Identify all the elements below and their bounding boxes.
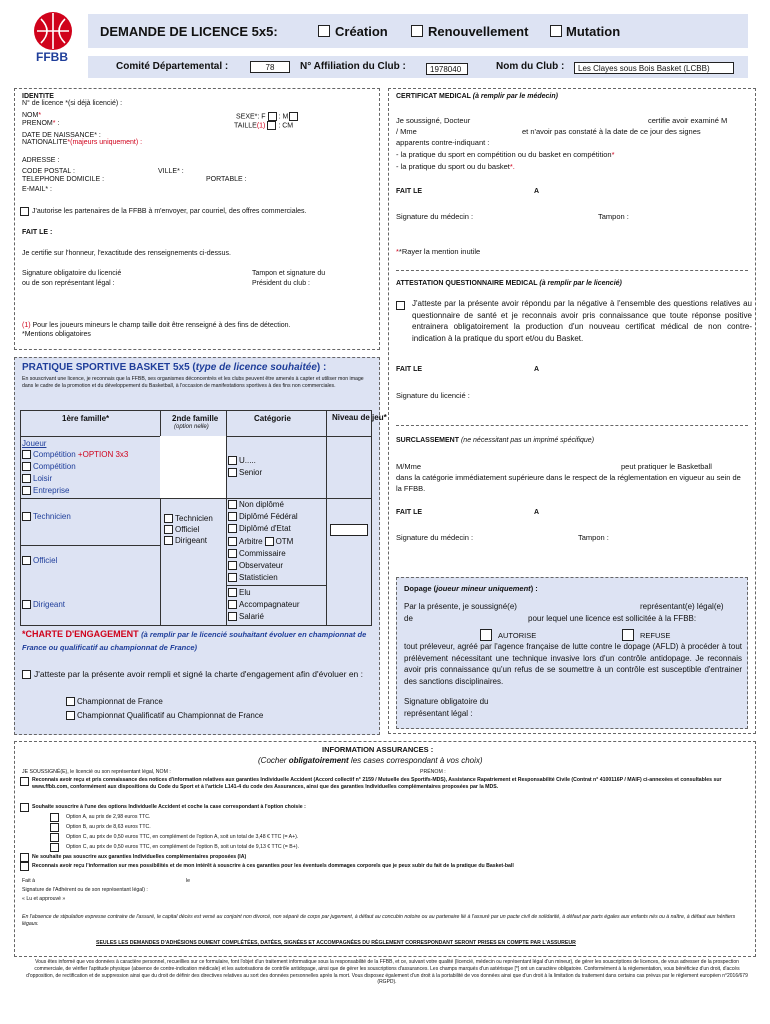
cat-sal-row bbox=[228, 612, 264, 622]
attest-checkbox[interactable] bbox=[396, 301, 405, 310]
option-a-checkbox[interactable] bbox=[50, 813, 59, 822]
entreprise-text: Entreprise bbox=[33, 486, 70, 495]
dirigeant-text: Dirigeant bbox=[33, 600, 66, 609]
taille-ref: (1) bbox=[256, 122, 266, 130]
note-taille-ref: (1) bbox=[22, 322, 31, 329]
assurance-title: INFORMATION ASSURANCES : bbox=[322, 745, 434, 754]
rayer-mention: **Rayer la mention inutile bbox=[396, 247, 481, 256]
fam2-officiel-text: Officiel bbox=[175, 525, 200, 534]
assurance-le: le bbox=[186, 878, 191, 884]
competition-text: Compétition bbox=[33, 462, 76, 471]
surclass-line1: M/Mme bbox=[396, 462, 421, 471]
dopage-title-end: ) : bbox=[530, 584, 538, 593]
comite-label: Comité Départemental : bbox=[116, 61, 229, 72]
technicien-row bbox=[22, 512, 71, 522]
charte-opt1-checkbox[interactable] bbox=[66, 697, 75, 706]
certif-a: A bbox=[534, 188, 540, 195]
signature-licencie-2: ou de son représentant légal : bbox=[22, 280, 115, 287]
certif-fait-le: FAIT LE bbox=[396, 188, 423, 195]
nom-text: NOM bbox=[22, 112, 39, 119]
cat-arbitre-checkbox[interactable] bbox=[228, 537, 237, 546]
certif-line5-text: - la pratique du sport ou du basket bbox=[396, 162, 510, 171]
certif-line4 bbox=[396, 150, 614, 159]
certif-line4-star: * bbox=[611, 150, 615, 159]
certif-line1b: certifie avoir examiné M bbox=[648, 116, 728, 125]
dopage-line1b: représentant(e) légal(e) bbox=[640, 602, 724, 611]
charte-checkbox[interactable] bbox=[22, 670, 31, 679]
niveau-field[interactable] bbox=[330, 524, 368, 536]
attest-title-text: ATTESTATION QUESTIONNAIRE MEDICAL bbox=[396, 280, 538, 287]
cat-obs-text: Observateur bbox=[239, 561, 284, 570]
adresse-label: ADRESSE : bbox=[22, 157, 60, 164]
col-famille1: 1ère famille* bbox=[62, 414, 110, 423]
dopage-line2b: pour lequel une licence est sollicitée à la FFBB: bbox=[528, 614, 697, 623]
certif-line5-star: *. bbox=[509, 162, 515, 171]
licence-label: N° de licence *(si déjà licencié) : bbox=[22, 100, 123, 107]
assurance-fait: Fait à bbox=[22, 878, 35, 884]
assurance-r2-checkbox[interactable] bbox=[20, 803, 29, 812]
pratique-title-em: type de licence souhaitée bbox=[195, 362, 317, 373]
certif-line2b: et n'avoir pas constaté à la date de ce jour des signes bbox=[522, 127, 701, 136]
loisir-checkbox[interactable] bbox=[22, 474, 31, 483]
cat-senior-text: Senior bbox=[239, 468, 263, 477]
charte-title bbox=[22, 628, 372, 653]
assurance-r2: Souhaite souscrire à l'une des options Individuelle Accident et coche la case correspondant à l'option choisie : bbox=[32, 804, 306, 810]
nationalite-text: NATIONALITE bbox=[22, 139, 68, 146]
signature-licencie-1: Signature obligatoire du licencié bbox=[22, 270, 122, 277]
fam2-officiel-row bbox=[164, 525, 199, 535]
charte-text: J'atteste par la présente avoir rempli et signé la charte d'engagement afin d'évoluer en : bbox=[34, 669, 364, 679]
certif-title-text: CERTIFICAT MEDICAL bbox=[396, 93, 471, 100]
pratique-table-empty-cell bbox=[160, 436, 226, 498]
affiliation-label: N° Affiliation du Club : bbox=[300, 61, 406, 72]
sexe-m-text: : M bbox=[278, 113, 289, 121]
cat-u-checkbox[interactable] bbox=[228, 456, 237, 465]
dopage-line1: Par la présente, je soussigné(e) bbox=[404, 602, 517, 611]
option-c2: Option C, au prix de 0,50 euros TTC, en complément de l'option B, soit un total de 9,13 € TTC (= B+). bbox=[66, 844, 299, 850]
cat-otm-checkbox[interactable] bbox=[265, 537, 274, 546]
taille-field[interactable] bbox=[267, 121, 276, 130]
cat-de-row bbox=[228, 524, 291, 534]
cat-otm-text: OTM bbox=[275, 537, 294, 546]
taille-text: TAILLE bbox=[234, 122, 257, 130]
charte-opt2-text: Championnat Qualificatif au Championnat de France bbox=[77, 711, 264, 720]
attest-title-em: (à remplir par le licencié) bbox=[539, 280, 622, 287]
option-b-checkbox[interactable] bbox=[50, 823, 59, 832]
option-a: Option A, au prix de 2,98 euros TTC. bbox=[66, 814, 151, 820]
nom-label: NOM* bbox=[22, 112, 42, 119]
cat-nd-checkbox[interactable] bbox=[228, 500, 237, 509]
certif-signature: Signature du médecin : bbox=[396, 212, 474, 221]
option-c2-checkbox[interactable] bbox=[50, 843, 59, 852]
assurance-r4-checkbox[interactable] bbox=[20, 862, 29, 871]
option-c1-checkbox[interactable] bbox=[50, 833, 59, 842]
option-3x3-text: +OPTION 3x3 bbox=[77, 450, 129, 459]
cat-u-row bbox=[228, 456, 256, 466]
basketball-icon bbox=[34, 12, 72, 50]
pratique-table-divider-3 bbox=[326, 410, 327, 626]
option-c1: Option C, au prix de 0,50 euros TTC, en complément de l'option A, soit un total de 3,48 € TTC (= A+). bbox=[66, 834, 299, 840]
pratique-title-end: ) : bbox=[316, 362, 327, 373]
cat-acc-row bbox=[228, 600, 299, 610]
surclass-signature: Signature du médecin : bbox=[396, 533, 474, 542]
option-b: Option B, au prix de 8,63 euros TTC. bbox=[66, 824, 151, 830]
club-field[interactable]: Les Clayes sous Bois Basket (LCBB) bbox=[574, 62, 734, 74]
fam2-technicien-row bbox=[164, 514, 213, 524]
pratique-intro: En souscrivant une licence, je reconnais que la FFBB, ses organismes déconcentrés et les clubs peuvent être amenés à capter et utiliser mon image dans le cadre de la promotion et du développement du Basketball, à l'occasion de manifestations sportives à des fins non commerciales. bbox=[22, 376, 364, 389]
taille-unit: : CM bbox=[278, 122, 294, 130]
note-taille-text: Pour les joueurs mineurs le champ taille doit être renseigné à des fins de détection. bbox=[32, 322, 291, 329]
fam2-dirigeant-text: Dirigeant bbox=[175, 536, 208, 545]
creation-checkbox[interactable] bbox=[318, 25, 330, 37]
joueur-label: Joueur bbox=[22, 439, 47, 448]
cat-sal-text: Salarié bbox=[239, 612, 264, 621]
dopage-signature-1: Signature obligatoire du bbox=[404, 697, 489, 706]
assurance-prenom: PRÉNOM : bbox=[420, 769, 446, 775]
assurance-soussigne: JE SOUSSIGNÉ(E), le licencié ou son représentant légal, NOM : bbox=[22, 769, 171, 775]
competition-3x3-text: Compétition bbox=[33, 450, 76, 459]
cat-comm-text: Commissaire bbox=[239, 549, 286, 558]
cat-arbitre-row bbox=[228, 537, 293, 547]
assurance-subtitle bbox=[258, 756, 483, 766]
certif-title bbox=[396, 93, 558, 102]
officiel-row bbox=[22, 556, 57, 566]
charte-title-text: *CHARTE D'ENGAGEMENT bbox=[22, 629, 139, 639]
attest-fait-le: FAIT LE bbox=[396, 366, 423, 373]
partenaires-label: J'autorise les partenaires de la FFBB à m'envoyer, par courriel, des offres commerciales. bbox=[32, 208, 307, 215]
competition-row bbox=[22, 462, 76, 472]
cat-senior-checkbox[interactable] bbox=[228, 468, 237, 477]
assurance-r3: Ne souhaite pas souscrire aux garanties Individuelles complémentaires proposées (IA) bbox=[32, 854, 247, 860]
fam2-technicien-checkbox[interactable] bbox=[164, 514, 173, 523]
cat-acc-text: Accompagnateur bbox=[239, 600, 300, 609]
renouvellement-checkbox[interactable] bbox=[411, 25, 423, 37]
prenom-text: PRENOM bbox=[22, 120, 53, 127]
col-niveau: Niveau de jeu* bbox=[332, 413, 387, 422]
club-label: Nom du Club : bbox=[496, 61, 565, 72]
certifie-text: Je certifie sur l'honneur, l'exactitude des renseignements ci-dessus. bbox=[22, 250, 231, 257]
charte-opt2-row bbox=[66, 711, 263, 721]
attest-title bbox=[396, 280, 622, 289]
surclass-fait-le: FAIT LE bbox=[396, 509, 423, 516]
dopage-signature-2: représentant légal : bbox=[404, 709, 473, 718]
nationalite-note: *(majeurs uniquement) : bbox=[67, 139, 143, 146]
affiliation-field[interactable]: 1978040 bbox=[426, 63, 468, 75]
technicien-text: Technicien bbox=[33, 512, 71, 521]
cat-arbitre-text: Arbitre bbox=[239, 537, 263, 546]
loisir-text: Loisir bbox=[33, 474, 53, 483]
certif-title-em: (à remplir par le médecin) bbox=[472, 93, 558, 100]
cat-elu-text: Elu bbox=[239, 588, 251, 597]
cat-elu-checkbox[interactable] bbox=[228, 588, 237, 597]
assurance-final-note: SEULES LES DEMANDES D'ADHÉSIONS DUMENT COMPLÉTÉES, DATÉES, SIGNÉES ET ACCOMPAGNÉES DU RÈGLEMENT CORRESPONDANT SERONT PRISES EN COMPTE PAR L'ASSUREUR bbox=[96, 940, 576, 946]
sexe-text: SEXE*: F bbox=[236, 113, 266, 121]
renouvellement-label: Renouvellement bbox=[428, 24, 529, 39]
pratique-title-text: PRATIQUE SPORTIVE BASKET 5x5 ( bbox=[22, 362, 196, 373]
certif-line1: Je soussigné, Docteur bbox=[396, 116, 471, 125]
dopage-text: tout préleveur, agréé par l'agence française de lutte contre le dopage (AFLD) à procéder à tout prélèvement nécessitant une technique invasive lors d'un contrôle antidopage. Je reconnais avoir pris connaissance qu'un refus de se soumettre à un contrôle est susceptible d'entrainer des sanctions disciplinaires. bbox=[404, 642, 742, 686]
entreprise-row bbox=[22, 486, 69, 496]
loisir-row bbox=[22, 474, 52, 484]
certif-line3: apparents contre-indiquant : bbox=[396, 138, 490, 147]
divider-1 bbox=[396, 270, 748, 271]
fam2-officiel-checkbox[interactable] bbox=[164, 525, 173, 534]
cat-df-checkbox[interactable] bbox=[228, 512, 237, 521]
cat-acc-checkbox[interactable] bbox=[228, 600, 237, 609]
surclass-tampon: Tampon : bbox=[578, 533, 609, 542]
fam2-dirigeant-checkbox[interactable] bbox=[164, 536, 173, 545]
certif-line4-text: - la pratique du sport en compétition ou du basket en compétition bbox=[396, 150, 612, 159]
assurance-stipulation: En l'absence de stipulation expresse contraire de l'assuré, le capital décès est versé au conjoint non divorcé, non séparé de corps par jugement, à défaut au concubin notoire ou au partenaire lié à l'assuré par un pacte civil de solidarité, à défaut par parts égales aux enfants nés ou à naître, à défaut aux héritiers légaux. bbox=[22, 914, 736, 927]
assurance-r4: Reconnais avoir reçu l'information sur mes possibilités et de mon intérêt à souscrire à ces garanties pour les éventuels dommages corporels que je peux subir du fait de la pratique du Basket-ball bbox=[32, 863, 514, 869]
divider-2 bbox=[396, 425, 748, 426]
charte-opt2-checkbox[interactable] bbox=[66, 711, 75, 720]
attest-text: J'atteste par la présente avoir répondu par la négative à l'ensemble des questions relatives au questionnaire de santé et je reconnais avoir pris connaissance que toute réponse positive entrainera obligatoirement la production d'un nouveau certificat médical de non contre-indication à la pratique du sport et/ou du Basket. bbox=[412, 299, 752, 343]
technicien-checkbox[interactable] bbox=[22, 512, 31, 521]
assurance-signature: Signature de l'Adhérent ou de son représentant légal) : bbox=[22, 887, 148, 893]
entreprise-checkbox[interactable] bbox=[22, 486, 31, 495]
identite-title: IDENTITE bbox=[22, 93, 54, 100]
comite-field[interactable]: 78 bbox=[250, 61, 290, 73]
assurance-lu-approuve: « Lu et approuvé » bbox=[22, 896, 66, 902]
assurance-subtitle-1: (Cocher bbox=[258, 756, 289, 765]
competition-checkbox[interactable] bbox=[22, 462, 31, 471]
surclass-title-em: (ne nécessitant pas un imprimé spécifique) bbox=[460, 437, 595, 444]
code-postal-label: CODE POSTAL : bbox=[22, 168, 75, 175]
rgpd-footer: Vous êtes informé que vos données à caractère personnel, recueillies sur ce formulaire, font l'objet d'un traitement informatique sous la responsabilité de la FFBB, et ce, suivant votre qualité (licencié, médecin ou représentant légal d'un mineur), de gérer les souscriptions de licences, de vous adresser de la prospection commerciale, de vérifier l'aptitude physique (absence de contre-indication médicale) et les autorisations de contrôle antidopage, ainsi que de gérer les souscriptions d'assurances. Les champs marqués d'un astérisque [*] ont un caractère obligatoire. Conformément à la réglementation, vous bénéficiez d'un droit, d'accès d'opposition, de rectification et de suppression ainsi que du droit de définir des directives relatives au sort des données personnelles après la mort. Vous disposez également d'un droit à la portabilité de vos données ainsi que d'un droit à la limitation du traitement dans certains cas prévus par le règlement européen n°2016/679 (RGPD). bbox=[26, 959, 748, 986]
assurance-r1: Reconnais avoir reçu et pris connaissance des notices d'information relatives aux garanties Individuelle Accident (Accord collectif n° 2159 / Mutuelle des Sportifs-MDS), Assistance Rapatriement et Responsabilité Civile (Contrat n° 4100116P / MAIF) ci-annexées et consultables sur www.ffbb.com, conformément aux dispositions du Code du Sport et à l'article L141-4 du code des Assurances, ainsi que des garanties Individuelles complémentaires proposées par la MDS. bbox=[32, 777, 722, 790]
sexe-f-checkbox[interactable] bbox=[268, 112, 277, 121]
tampon-president-2: Président du club : bbox=[252, 280, 310, 287]
charte-opt1-row bbox=[66, 697, 163, 707]
fam2-technicien-text: Technicien bbox=[175, 514, 213, 523]
dirigeant-row bbox=[22, 600, 65, 610]
dopage-autorise-label: AUTORISE bbox=[498, 631, 537, 640]
dopage-title bbox=[404, 584, 538, 593]
mutation-label: Mutation bbox=[566, 24, 621, 39]
cat-u-text: U..... bbox=[239, 456, 256, 465]
cat-elu-row bbox=[228, 588, 251, 598]
surclass-line1b: peut pratiquer le Basketball bbox=[621, 462, 712, 471]
cat-stat-row bbox=[228, 573, 278, 583]
cat-stat-text: Statisticien bbox=[239, 573, 278, 582]
pratique-table-divider-2 bbox=[226, 410, 227, 626]
assurance-r3-checkbox[interactable] bbox=[20, 853, 29, 862]
assurance-r1-checkbox[interactable] bbox=[20, 777, 29, 786]
cat-comm-checkbox[interactable] bbox=[228, 549, 237, 558]
tampon-president-1: Tampon et signature du bbox=[252, 270, 326, 277]
assurance-subtitle-2: les cases correspondant à vos choix) bbox=[348, 756, 483, 765]
officiel-text: Officiel bbox=[33, 556, 58, 565]
ffbb-logo bbox=[34, 12, 72, 50]
surclass-line2: dans la catégorie immédiatement supérieure dans le respect de la réglementation en vigueur au sein de la FFBB. bbox=[396, 473, 741, 493]
ville-label: VILLE* : bbox=[158, 168, 184, 175]
pratique-title bbox=[22, 362, 326, 375]
mentions-obligatoires: *Mentions obligatoires bbox=[22, 331, 91, 338]
attest-a: A bbox=[534, 366, 540, 373]
assurance-subtitle-bold: obligatoirement bbox=[288, 756, 349, 765]
dopage-title-text: Dopage ( bbox=[404, 584, 437, 593]
dirigeant-checkbox[interactable] bbox=[22, 600, 31, 609]
dopage-line2: de bbox=[404, 614, 413, 623]
surclass-a: A bbox=[534, 509, 540, 516]
cat-de-text: Diplômé d'Etat bbox=[239, 524, 291, 533]
cat-de-checkbox[interactable] bbox=[228, 524, 237, 533]
naissance-label: DATE DE NAISSANCE* : bbox=[22, 132, 101, 139]
charte-title-em: (à remplir par le licencié souhaitant évoluer en championnat de France ou qualificatif au championnat de France) bbox=[22, 630, 367, 652]
charte-opt1-text: Championnat de France bbox=[77, 697, 163, 706]
identite-fait-le: FAIT LE : bbox=[22, 229, 53, 236]
note-taille bbox=[22, 322, 291, 331]
officiel-checkbox[interactable] bbox=[22, 556, 31, 565]
competition-3x3-row bbox=[22, 450, 128, 460]
tel-label: TELEPHONE DOMICILE : bbox=[22, 176, 105, 183]
dopage-refuse-checkbox[interactable] bbox=[622, 629, 634, 641]
cat-nd-text: Non diplômé bbox=[239, 500, 284, 509]
cat-obs-row bbox=[228, 561, 283, 571]
cat-df-row bbox=[228, 512, 298, 522]
pratique-table-row-line-3 bbox=[226, 585, 326, 586]
attest-signature: Signature du licencié : bbox=[396, 391, 470, 400]
col-famille2-sub: (option nelle) bbox=[174, 424, 209, 430]
portable-label: PORTABLE : bbox=[206, 176, 247, 183]
cat-senior-row bbox=[228, 468, 262, 478]
creation-label: Création bbox=[335, 24, 388, 39]
pratique-table-row-line-2 bbox=[20, 545, 160, 546]
taille-label bbox=[234, 121, 293, 131]
certif-tampon: Tampon : bbox=[598, 212, 629, 221]
email-label: E-MAIL* : bbox=[22, 186, 52, 193]
form-title: DEMANDE DE LICENCE 5x5: bbox=[100, 24, 278, 39]
cat-nd-row bbox=[228, 500, 284, 510]
prenom-label: PRENOM* : bbox=[22, 120, 60, 127]
cat-comm-row bbox=[228, 549, 286, 559]
col-categorie: Catégorie bbox=[254, 414, 291, 423]
partenaires-checkbox[interactable] bbox=[20, 207, 29, 216]
certif-line2: / Mme bbox=[396, 127, 417, 136]
surclass-title bbox=[396, 437, 594, 446]
logo-text: FFBB bbox=[36, 50, 68, 64]
surclass-title-text: SURCLASSEMENT bbox=[396, 437, 460, 444]
fam2-dirigeant-row bbox=[164, 536, 207, 546]
cat-df-text: Diplômé Fédéral bbox=[239, 512, 298, 521]
dopage-title-em: joueur mineur uniquement bbox=[436, 584, 531, 593]
nationalite-label bbox=[22, 139, 142, 148]
col-famille2: 2nde famille bbox=[172, 414, 219, 423]
dopage-refuse-label: REFUSE bbox=[640, 631, 671, 640]
cat-obs-checkbox[interactable] bbox=[228, 561, 237, 570]
dopage-autorise-checkbox[interactable] bbox=[480, 629, 492, 641]
cat-sal-checkbox[interactable] bbox=[228, 612, 237, 621]
pratique-table-row-line-1 bbox=[20, 498, 372, 499]
certif-line5 bbox=[396, 162, 515, 171]
competition-3x3-checkbox[interactable] bbox=[22, 450, 31, 459]
rayer-mention-text: *Rayer la mention inutile bbox=[398, 247, 481, 256]
cat-stat-checkbox[interactable] bbox=[228, 573, 237, 582]
sexe-m-checkbox[interactable] bbox=[289, 112, 298, 121]
mutation-checkbox[interactable] bbox=[550, 25, 562, 37]
identite-section bbox=[14, 88, 380, 350]
